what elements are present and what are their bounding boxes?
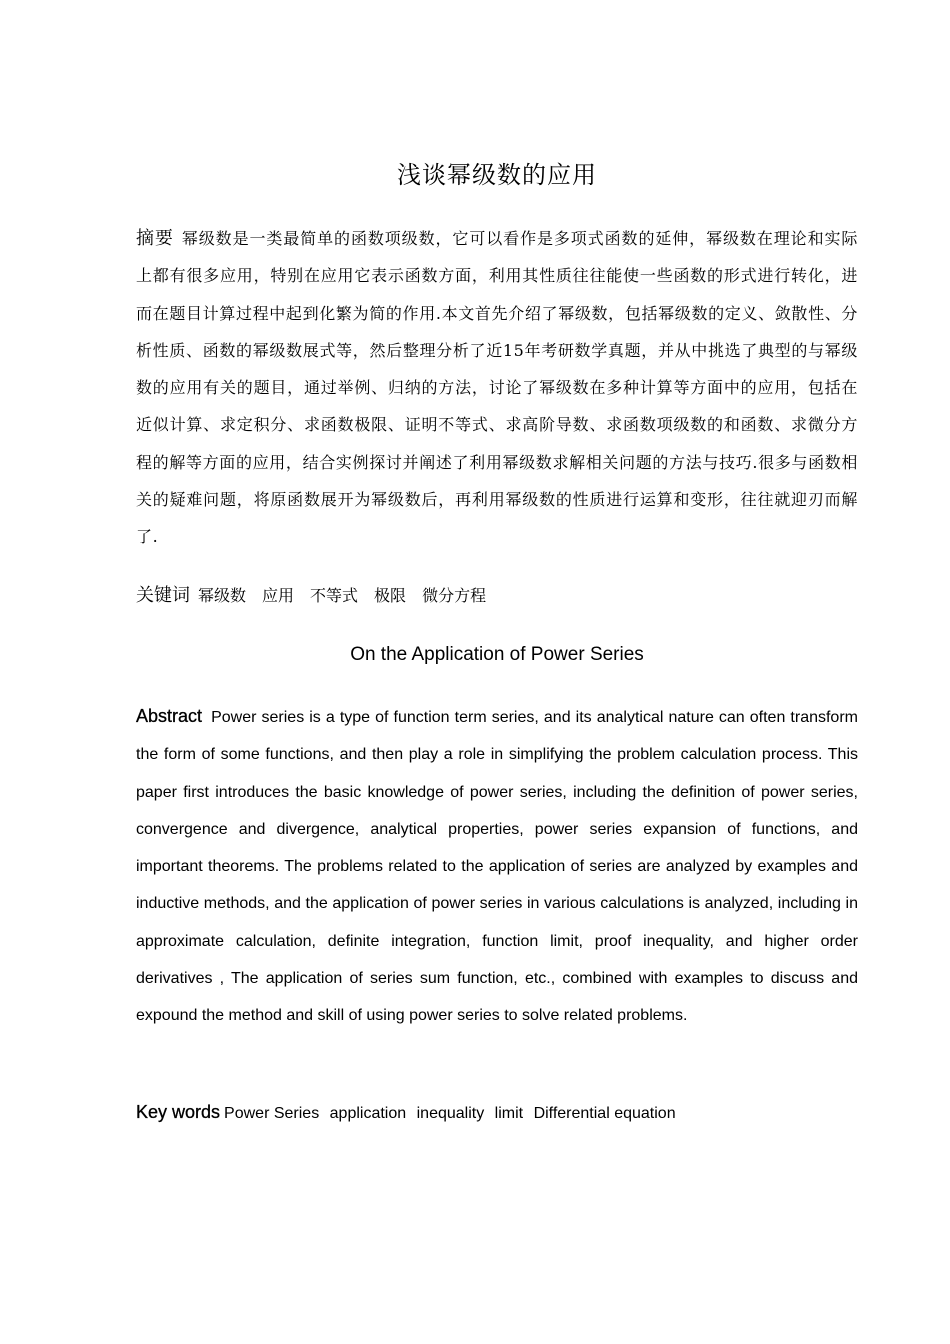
chinese-keyword: 不等式 [310, 586, 359, 605]
chinese-abstract [136, 220, 858, 556]
english-title: On the Application of Power Series [350, 644, 644, 665]
english-keyword: application [329, 1105, 407, 1122]
chinese-keywords-label: 关键词 [136, 585, 190, 606]
chinese-title: 浅谈幂级数的应用 [397, 161, 597, 189]
chinese-keyword: 微分方程 [422, 586, 487, 605]
english-abstract-label: Abstract [136, 706, 203, 726]
chinese-abstract-text: 幂级数是一类最简单的函数项级数，它可以看作是多项式函数的延伸，幂级数在理论和实际上都有很多应用，特别在应用它表示函数方面，利用其性质往往能使一些函数的形式进行转化，进而在题目计算过程中起到化繁为简的作用.本文首先介绍了幂级数，包括幂级数的定义、敛散性、分析性质、函数的幂级数展式等，然后整理分析了近15年考研数学真题，并从中挑选了典型的与幂级数的应用有关的题目，通过举例、归纳的方法，讨论了幂级数在多种计算等方面中的应用，包括在近似计算、求定积分、求函数极限、证明不等式、求高阶导数、求函数项级数的和函数、求微分方程的解等方面的应用，结合实例探讨并阐述了利用幂级数求解相关问题的方法与技巧.很多与函数相关的疑难问题，将原函数展开为幂级数后，再利用幂级数的性质进行运算和变形，往往就迎刃而解了. [136, 229, 858, 547]
english-keyword: Power Series [224, 1105, 320, 1122]
chinese-keyword: 幂级数 [198, 586, 247, 605]
english-abstract [136, 698, 858, 1035]
english-keyword: inequality [416, 1105, 485, 1122]
english-keyword: limit [494, 1105, 524, 1122]
english-keyword: Differential equation [533, 1105, 676, 1122]
chinese-keywords [136, 580, 858, 612]
chinese-abstract-label: 摘要 [136, 228, 174, 249]
english-keywords-label: Key words [136, 1102, 221, 1122]
english-keywords [136, 1096, 858, 1130]
chinese-keyword: 极限 [374, 586, 407, 605]
chinese-keyword: 应用 [262, 586, 295, 605]
english-abstract-text: Power series is a type of function term series, and its analytical nature can often transform the form of some functions, and then play a role in simplifying the problem calculation process. This paper first introduces the basic knowledge of power series, including the definition of power series, convergence and divergence, analytical properties, power series expansion of functions, and important theorems. The problems related to the application of series are analyzed by examples and inductive methods, and the application of power series in various calculations is analyzed, including in approximate calculation, definite integration, function limit, proof inequality, and higher order derivatives , The application of series sum function, etc., combined with examples to discuss and expound the method and skill of using power series to solve related problems. [136, 709, 858, 1025]
